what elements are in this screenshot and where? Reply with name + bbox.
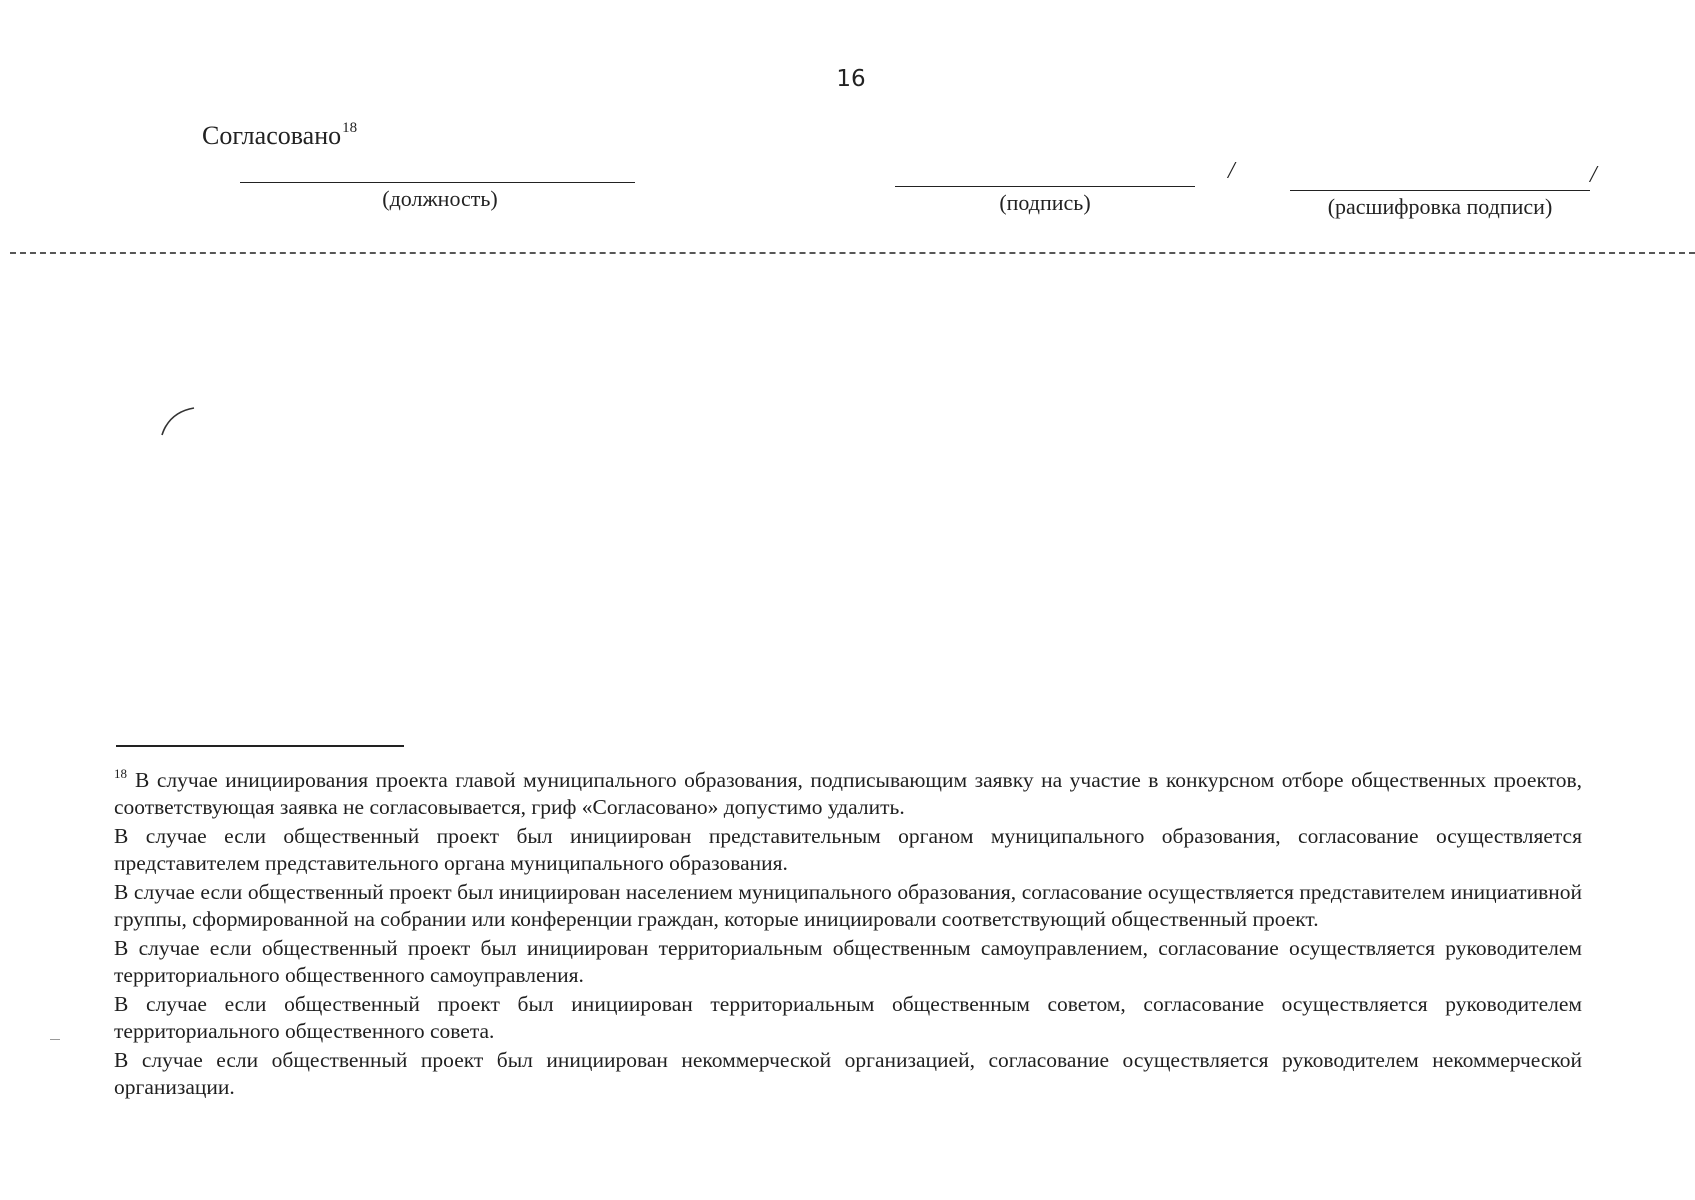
footnote-paragraph: В случае если общественный проект был инициирован некоммерческой организацией, согласование осуществляется руководителем некоммерческой организации. [114, 1048, 1582, 1099]
footnote-paragraph: В случае если общественный проект был инициирован территориальным общественным самоуправлением, согласование осуществляется руководителем территориального общественного самоуправления. [114, 936, 1582, 987]
approval-footnote-ref: 18 [342, 120, 358, 136]
footnote-number: 18 [114, 766, 127, 781]
position-line [240, 182, 635, 183]
signature-line [895, 186, 1195, 187]
page-number: 16 [836, 66, 866, 92]
separator-slash-end: / [1590, 162, 1597, 188]
separator-slash: / [1228, 158, 1235, 184]
footnote-paragraph: В случае если общественный проект был инициирован представительным органом муниципального образования, согласование осуществляется представителем представительного органа муниципального образования. [114, 824, 1582, 875]
decryption-line [1290, 190, 1590, 191]
scan-artifact-line [10, 252, 1695, 254]
decryption-caption: (расшифровка подписи) [1327, 194, 1553, 219]
position-caption: (должность) [382, 186, 498, 211]
scan-speck [50, 1039, 60, 1040]
footnote-paragraph: В случае если общественный проект был инициирован территориальным общественным советом, согласование осуществляется руководителем территориального общественного совета. [114, 992, 1582, 1043]
signature-caption: (подпись) [999, 190, 1091, 215]
footnote-separator [116, 745, 404, 747]
approval-heading [202, 120, 357, 151]
footnote-paragraph: $^{18}$ В случае инициирования проекта главой муниципального образования, подписывающим заявку на участие в конкурсном отборе общественных проектов, соответствующая заявка не согласовывается, гриф «Согласовано» допустимо удалить. [114, 766, 1582, 819]
approval-title: Согласовано [202, 121, 342, 150]
footnote-paragraph: В случае если общественный проект был инициирован населением муниципального образования, согласование осуществляется представителем инициативной группы, сформированной на собрании или конференции граждан, которые инициировали соответствующий общественный проект. [114, 880, 1582, 931]
footnote-block [114, 760, 1582, 1103]
pen-mark [160, 404, 200, 438]
